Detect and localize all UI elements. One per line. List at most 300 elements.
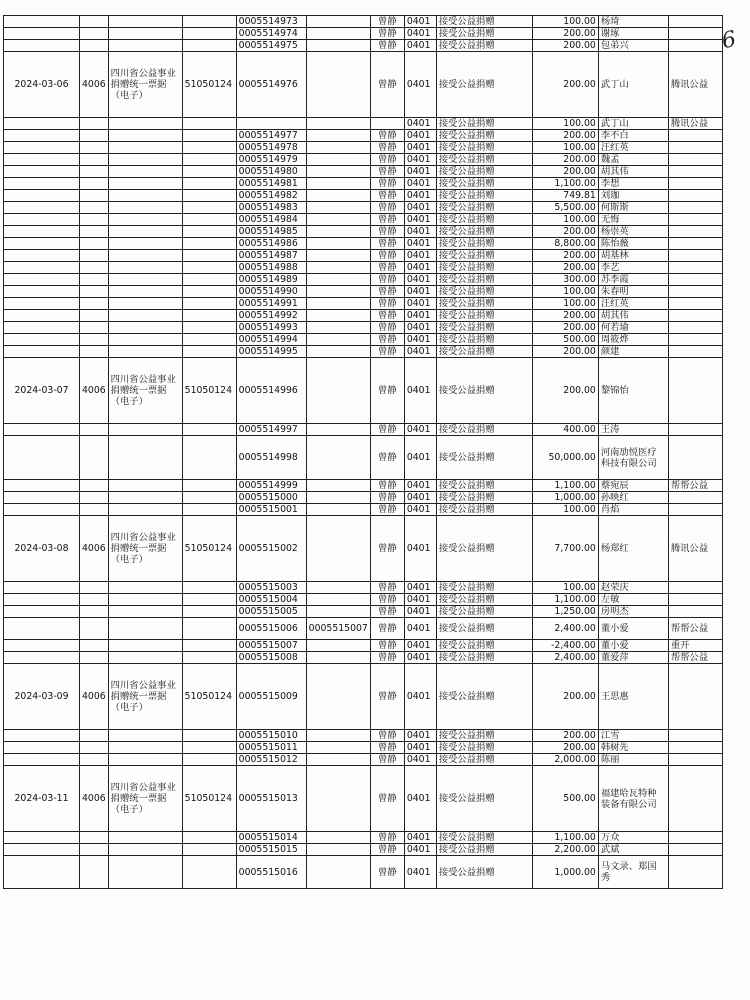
ticket-ref-cell [306,754,370,766]
date-cell [4,16,80,28]
ticket-number-cell: 0005514997 [236,424,306,436]
org-code-cell [182,334,236,346]
date-cell [4,492,80,504]
note-cell [668,346,722,358]
code-cell [80,594,109,606]
ticket-number-cell: 0005514980 [236,166,306,178]
code-cell [80,436,109,480]
subject-code-cell: 0401 [404,606,436,618]
item-cell: 接受公益捐赠 [436,594,532,606]
donor-cell: 刘珈 [598,190,668,202]
ticket-number-cell: 0005515004 [236,594,306,606]
amount-cell: 300.00 [532,274,598,286]
amount-cell: 200.00 [532,262,598,274]
note-cell [668,238,722,250]
date-cell [4,582,80,594]
item-cell: 接受公益捐赠 [436,766,532,832]
date-cell [4,606,80,618]
item-cell: 接受公益捐赠 [436,480,532,492]
table-row [4,436,723,480]
handler-cell: 曾静 [370,516,404,582]
item-cell: 接受公益捐赠 [436,298,532,310]
category-cell [108,730,182,742]
note-cell [668,16,722,28]
table-row [4,594,723,606]
donor-cell: 颜建 [598,346,668,358]
date-cell [4,652,80,664]
handler-cell: 曾静 [370,250,404,262]
donor-cell: 陈丽 [598,754,668,766]
org-code-cell [182,262,236,274]
org-code-cell [182,436,236,480]
date-cell [4,202,80,214]
date-cell [4,298,80,310]
org-code-cell [182,618,236,640]
date-cell [4,262,80,274]
item-cell: 接受公益捐赠 [436,652,532,664]
code-cell [80,856,109,889]
date-cell [4,250,80,262]
code-cell [80,504,109,516]
org-code-cell: 51050124 [182,664,236,730]
amount-cell: 100.00 [532,214,598,226]
subject-code-cell: 0401 [404,130,436,142]
donor-cell: 汪红英 [598,142,668,154]
item-cell: 接受公益捐赠 [436,730,532,742]
category-cell [108,640,182,652]
date-cell: 2024-03-08 [4,516,80,582]
ticket-number-cell: 0005514995 [236,346,306,358]
note-cell [668,166,722,178]
category-cell [108,28,182,40]
amount-cell: 200.00 [532,130,598,142]
handler-cell: 曾静 [370,190,404,202]
donor-cell: 左敏 [598,594,668,606]
org-code-cell [182,582,236,594]
item-cell: 接受公益捐赠 [436,754,532,766]
amount-cell: 100.00 [532,16,598,28]
date-cell [4,730,80,742]
donor-cell: 肖焰 [598,504,668,516]
ticket-ref-cell [306,334,370,346]
donor-cell: 董小爱 [598,618,668,640]
donor-cell: 董爱萍 [598,652,668,664]
org-code-cell [182,250,236,262]
subject-code-cell: 0401 [404,754,436,766]
date-cell [4,310,80,322]
amount-cell: 5,500.00 [532,202,598,214]
amount-cell: 500.00 [532,766,598,832]
code-cell [80,346,109,358]
note-cell [668,130,722,142]
subject-code-cell: 0401 [404,52,436,118]
note-cell: 帮帮公益 [668,652,722,664]
donor-cell: 江雪 [598,730,668,742]
org-code-cell [182,424,236,436]
table-row [4,202,723,214]
ticket-ref-cell [306,742,370,754]
amount-cell: 200.00 [532,226,598,238]
date-cell [4,190,80,202]
code-cell [80,286,109,298]
ticket-number-cell: 0005514990 [236,286,306,298]
ticket-ref-cell [306,436,370,480]
ticket-number-cell: 0005515006 [236,618,306,640]
amount-cell: 2,400.00 [532,652,598,664]
org-code-cell: 51050124 [182,52,236,118]
table-row [4,286,723,298]
category-cell [108,226,182,238]
category-cell [108,480,182,492]
ticket-ref-cell [306,190,370,202]
amount-cell: 200.00 [532,166,598,178]
handler-cell: 曾静 [370,358,404,424]
ticket-number-cell: 0005514999 [236,480,306,492]
org-code-cell [182,214,236,226]
item-cell: 接受公益捐赠 [436,856,532,889]
subject-code-cell: 0401 [404,274,436,286]
category-cell [108,214,182,226]
handler-cell: 曾静 [370,166,404,178]
donor-cell: 胡其伟 [598,166,668,178]
date-cell [4,226,80,238]
subject-code-cell: 0401 [404,766,436,832]
ticket-ref-cell [306,480,370,492]
subject-code-cell: 0401 [404,40,436,52]
amount-cell: 200.00 [532,40,598,52]
ticket-ref-cell [306,322,370,334]
handler-cell: 曾静 [370,130,404,142]
org-code-cell [182,154,236,166]
date-cell [4,28,80,40]
ticket-ref-cell [306,358,370,424]
table-row [4,766,723,832]
code-cell [80,118,109,130]
category-cell [108,856,182,889]
org-code-cell [182,754,236,766]
ticket-number-cell: 0005514982 [236,190,306,202]
subject-code-cell: 0401 [404,28,436,40]
donor-cell: 李想 [598,178,668,190]
org-code-cell [182,202,236,214]
ticket-ref-cell [306,832,370,844]
amount-cell: 200.00 [532,310,598,322]
item-cell: 接受公益捐赠 [436,190,532,202]
note-cell [668,262,722,274]
ticket-ref-cell [306,424,370,436]
table-row [4,664,723,730]
ticket-number-cell: 0005515001 [236,504,306,516]
amount-cell: 100.00 [532,286,598,298]
category-cell [108,238,182,250]
org-code-cell [182,606,236,618]
category-cell: 四川省公益事业捐赠统一票据（电子） [108,516,182,582]
ticket-number-cell: 0005514985 [236,226,306,238]
subject-code-cell: 0401 [404,322,436,334]
handler-cell: 曾静 [370,214,404,226]
subject-code-cell: 0401 [404,594,436,606]
donor-cell: 苏李霞 [598,274,668,286]
ticket-ref-cell [306,582,370,594]
ticket-number-cell: 0005515003 [236,582,306,594]
org-code-cell [182,594,236,606]
note-cell [668,274,722,286]
table-row [4,856,723,889]
donor-cell: 杨崇英 [598,226,668,238]
note-cell [668,730,722,742]
amount-cell: 200.00 [532,730,598,742]
category-cell [108,322,182,334]
note-cell [668,310,722,322]
category-cell [108,436,182,480]
table-row [4,130,723,142]
subject-code-cell: 0401 [404,516,436,582]
item-cell: 接受公益捐赠 [436,274,532,286]
handler-cell: 曾静 [370,40,404,52]
ticket-ref-cell [306,640,370,652]
note-cell [668,40,722,52]
amount-cell: -2,400.00 [532,640,598,652]
org-code-cell: 51050124 [182,358,236,424]
amount-cell: 1,100.00 [532,178,598,190]
org-code-cell [182,492,236,504]
date-cell [4,166,80,178]
donor-cell: 汪红英 [598,298,668,310]
date-cell [4,480,80,492]
ticket-number-cell: 0005515010 [236,730,306,742]
ticket-ref-cell [306,274,370,286]
ticket-number-cell: 0005514991 [236,298,306,310]
date-cell [4,424,80,436]
table-row [4,582,723,594]
item-cell: 接受公益捐赠 [436,358,532,424]
ticket-number-cell: 0005514981 [236,178,306,190]
date-cell: 2024-03-11 [4,766,80,832]
category-cell [108,334,182,346]
donor-cell: 黎锦怡 [598,358,668,424]
table-row [4,640,723,652]
subject-code-cell: 0401 [404,844,436,856]
code-cell [80,214,109,226]
subject-code-cell: 0401 [404,504,436,516]
handler-cell: 曾静 [370,424,404,436]
table-row [4,742,723,754]
code-cell [80,250,109,262]
category-cell [108,310,182,322]
org-code-cell [182,310,236,322]
note-cell [668,582,722,594]
ticket-number-cell: 0005514986 [236,238,306,250]
item-cell: 接受公益捐赠 [436,516,532,582]
amount-cell: 1,100.00 [532,594,598,606]
donor-cell: 河南劢悦医疗科技有限公司 [598,436,668,480]
item-cell: 接受公益捐赠 [436,154,532,166]
item-cell: 接受公益捐赠 [436,618,532,640]
amount-cell: 100.00 [532,118,598,130]
code-cell [80,424,109,436]
ticket-number-cell: 0005515015 [236,844,306,856]
table-row [4,652,723,664]
code-cell: 4006 [80,766,109,832]
note-cell: 帮帮公益 [668,480,722,492]
ticket-number-cell: 0005514975 [236,40,306,52]
handler-cell: 曾静 [370,262,404,274]
ticket-number-cell: 0005514998 [236,436,306,480]
ticket-number-cell: 0005515007 [236,640,306,652]
note-cell [668,742,722,754]
code-cell [80,226,109,238]
handler-cell: 曾静 [370,178,404,190]
item-cell: 接受公益捐赠 [436,262,532,274]
date-cell [4,742,80,754]
item-cell: 接受公益捐赠 [436,28,532,40]
handler-cell: 曾静 [370,652,404,664]
handler-cell: 曾静 [370,154,404,166]
amount-cell: 100.00 [532,504,598,516]
amount-cell: 1,100.00 [532,480,598,492]
item-cell: 接受公益捐赠 [436,286,532,298]
item-cell: 接受公益捐赠 [436,166,532,178]
table-row [4,40,723,52]
donor-cell: 孙映红 [598,492,668,504]
code-cell [80,154,109,166]
amount-cell: 749.81 [532,190,598,202]
org-code-cell [182,142,236,154]
date-cell [4,856,80,889]
item-cell: 接受公益捐赠 [436,214,532,226]
org-code-cell [182,844,236,856]
item-cell: 接受公益捐赠 [436,130,532,142]
donor-cell: 无悔 [598,214,668,226]
code-cell [80,274,109,286]
donor-cell: 杨郑红 [598,516,668,582]
org-code-cell [182,178,236,190]
category-cell [108,154,182,166]
note-cell [668,214,722,226]
amount-cell: 1,000.00 [532,492,598,504]
item-cell: 接受公益捐赠 [436,238,532,250]
subject-code-cell: 0401 [404,16,436,28]
table-row [4,832,723,844]
subject-code-cell: 0401 [404,346,436,358]
table-row [4,618,723,640]
note-cell [668,492,722,504]
ticket-ref-cell [306,166,370,178]
handler-cell: 曾静 [370,334,404,346]
note-cell [668,856,722,889]
item-cell: 接受公益捐赠 [436,334,532,346]
item-cell: 接受公益捐赠 [436,664,532,730]
date-cell [4,274,80,286]
subject-code-cell: 0401 [404,154,436,166]
ticket-number-cell: 0005515016 [236,856,306,889]
ticket-number-cell: 0005514977 [236,130,306,142]
category-cell [108,742,182,754]
note-cell [668,190,722,202]
table-row [4,226,723,238]
date-cell [4,322,80,334]
date-cell [4,640,80,652]
table-row [4,16,723,28]
date-cell [4,238,80,250]
item-cell: 接受公益捐赠 [436,606,532,618]
category-cell [108,40,182,52]
table-row [4,178,723,190]
org-code-cell [182,130,236,142]
code-cell [80,844,109,856]
note-cell [668,202,722,214]
table-row [4,346,723,358]
subject-code-cell: 0401 [404,640,436,652]
donor-cell: 万众 [598,832,668,844]
subject-code-cell: 0401 [404,492,436,504]
ticket-number-cell: 0005514992 [236,310,306,322]
subject-code-cell: 0401 [404,742,436,754]
table-row [4,190,723,202]
code-cell [80,492,109,504]
date-cell [4,436,80,480]
date-cell: 2024-03-09 [4,664,80,730]
code-cell [80,742,109,754]
donor-cell: 何若瑜 [598,322,668,334]
donor-cell: 福建哈瓦特种装备有限公司 [598,766,668,832]
ticket-ref-cell: 0005515007 [306,618,370,640]
handler-cell: 曾静 [370,504,404,516]
subject-code-cell: 0401 [404,358,436,424]
date-cell [4,40,80,52]
org-code-cell [182,28,236,40]
item-cell: 接受公益捐赠 [436,40,532,52]
date-cell [4,142,80,154]
handler-cell: 曾静 [370,730,404,742]
date-cell [4,844,80,856]
category-cell [108,832,182,844]
category-cell [108,142,182,154]
handler-cell: 曾静 [370,346,404,358]
org-code-cell: 51050124 [182,516,236,582]
date-cell [4,214,80,226]
note-cell [668,286,722,298]
item-cell: 接受公益捐赠 [436,178,532,190]
org-code-cell [182,504,236,516]
note-cell [668,832,722,844]
note-cell [668,754,722,766]
donor-cell: 董小爱 [598,640,668,652]
note-cell [668,436,722,480]
amount-cell: 100.00 [532,582,598,594]
item-cell: 接受公益捐赠 [436,832,532,844]
handler-cell: 曾静 [370,286,404,298]
date-cell: 2024-03-07 [4,358,80,424]
code-cell [80,262,109,274]
org-code-cell [182,856,236,889]
ticket-ref-cell [306,766,370,832]
ticket-number-cell: 0005514979 [236,154,306,166]
ticket-number-cell: 0005514989 [236,274,306,286]
subject-code-cell: 0401 [404,480,436,492]
code-cell: 4006 [80,52,109,118]
handler-cell: 曾静 [370,492,404,504]
handler-cell: 曾静 [370,238,404,250]
subject-code-cell: 0401 [404,214,436,226]
org-code-cell [182,652,236,664]
table-row [4,730,723,742]
org-code-cell [182,346,236,358]
donor-cell: 陈怡薇 [598,238,668,250]
subject-code-cell: 0401 [404,424,436,436]
code-cell [80,334,109,346]
category-cell [108,504,182,516]
